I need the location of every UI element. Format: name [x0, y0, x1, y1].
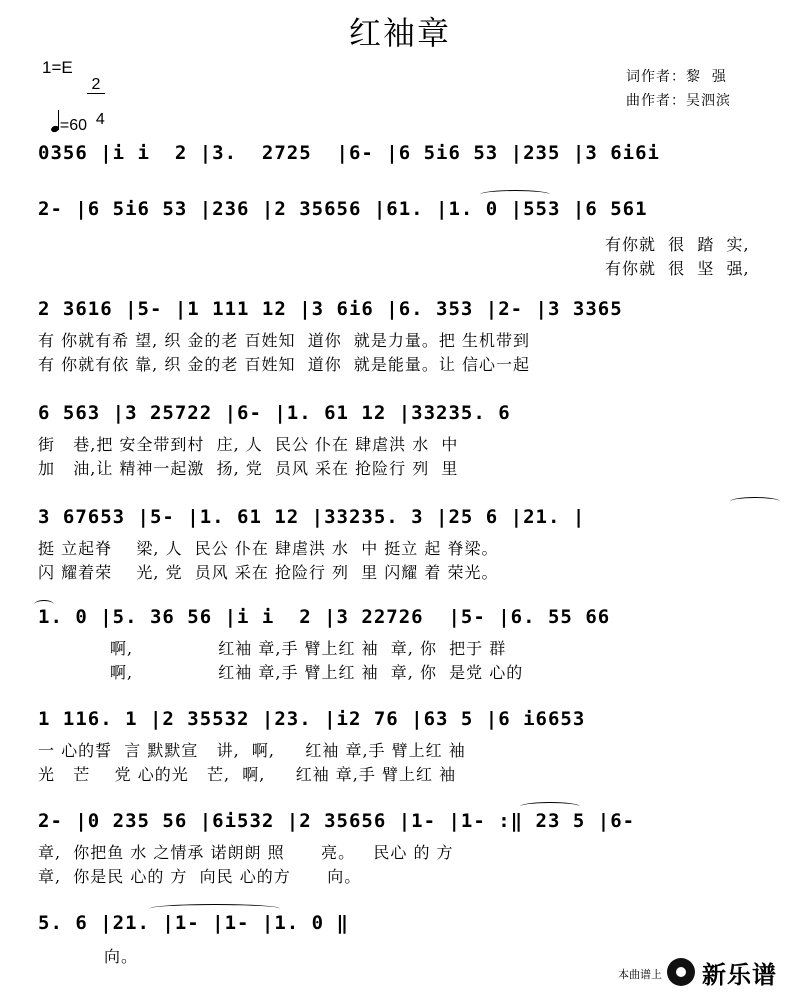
- score-line-7: 1 116. 1 |2 35532 |23. |i2 76 |63 5 |6 i6653: [38, 708, 586, 730]
- score-line-1: 0356 |i i 2 |3. 2725 |6- |6 5i6 53 |235 |3 6i6i: [38, 142, 660, 164]
- record-logo-icon: [667, 958, 695, 986]
- tie-mark: [730, 497, 780, 506]
- lyrics-line-2b: 有你就 很 坚 强,: [605, 259, 750, 278]
- score-line-9: 5. 6 |21. |1- |1- |1. 0 ‖: [38, 912, 349, 934]
- time-signature-top: 2: [87, 76, 105, 94]
- tie-mark: [520, 802, 580, 811]
- tempo-value: =60: [59, 117, 88, 134]
- lyrics-line-5a: 挺 立起脊 梁, 人 民公 仆在 肆虐洪 水 中 挺立 起 脊梁。: [38, 539, 499, 558]
- page-title: 红袖章: [348, 14, 451, 52]
- score-line-8: 2- |0 235 56 |6i532 |2 35656 |1- |1- :‖ 23 5 |6-: [38, 810, 636, 832]
- lyrics-line-6b: 啊, 红袖 章,手 臂上红 袖 章, 你 是党 心的: [110, 663, 524, 682]
- footer-text: 本曲谱上: [618, 968, 662, 981]
- score-line-4: 6 563 |3 25722 |6- |1. 61 12 |33235. 6: [38, 402, 511, 424]
- lyrics-line-6a: 啊, 红袖 章,手 臂上红 袖 章, 你 把于 群: [110, 639, 507, 658]
- score-line-3: 2 3616 |5- |1 111 12 |3 6i6 |6. 353 |2- |3 3365: [38, 298, 623, 320]
- tie-mark: [480, 190, 550, 199]
- lyrics-line-3a: 有 你就有希 望, 织 金的老 百姓知 道你 就是力量。把 生机带到: [38, 331, 530, 350]
- score-line-5: 3 67653 |5- |1. 61 12 |33235. 3 |25 6 |21. |: [38, 506, 586, 528]
- quarter-note-icon: [51, 110, 60, 134]
- lyrics-line-2a: 有你就 很 踏 实,: [605, 235, 750, 254]
- lyrics-line-4b: 加 油,让 精神一起激 扬, 党 员风 采在 抢险行 列 里: [38, 459, 459, 478]
- lyrics-line-8a: 章, 你把鱼 水 之情承 诺朗朗 照 亮。 民心 的 方: [38, 843, 454, 862]
- lyrics-line-4a: 街 巷,把 安全带到村 庄, 人 民公 仆在 肆虐洪 水 中: [38, 435, 459, 454]
- lyrics-line-9: 向。: [104, 947, 139, 966]
- lyrics-line-8b: 章, 你是民 心的 方 向民 心的方 向。: [38, 867, 362, 886]
- tempo-marking: [42, 92, 87, 135]
- lyrics-line-7a: 一 心的誓 言 默默宣 讲, 啊, 红袖 章,手 臂上红 袖: [38, 741, 466, 760]
- lyrics-line-5b: 闪 耀着荣 光, 党 员风 采在 抢险行 列 里 闪耀 着 荣光。: [38, 563, 499, 582]
- lyricist-credit: 词作者：黎 强: [626, 69, 727, 85]
- tie-mark: [150, 904, 280, 913]
- time-signature: [87, 42, 105, 128]
- lyrics-line-7b: 光 芒 党 心的光 芒, 啊, 红袖 章,手 臂上红 袖: [38, 765, 457, 784]
- site-logo-text: 新乐谱: [702, 961, 777, 989]
- score-line-6: 1. 0 |5. 36 56 |i i 2 |3 22726 |5- |6. 55 66: [38, 606, 611, 628]
- score-line-2: 2- |6 5i6 53 |236 |2 35656 |61. |1. 0 |553 |6 561: [38, 198, 648, 220]
- key-signature: 1=E: [42, 58, 73, 77]
- composer-credit: 曲作者：吴泗滨: [626, 93, 731, 109]
- time-signature-bottom: 4: [95, 111, 105, 128]
- lyrics-line-3b: 有 你就有依 靠, 织 金的老 百姓知 道你 就是能量。让 信心一起: [38, 355, 530, 374]
